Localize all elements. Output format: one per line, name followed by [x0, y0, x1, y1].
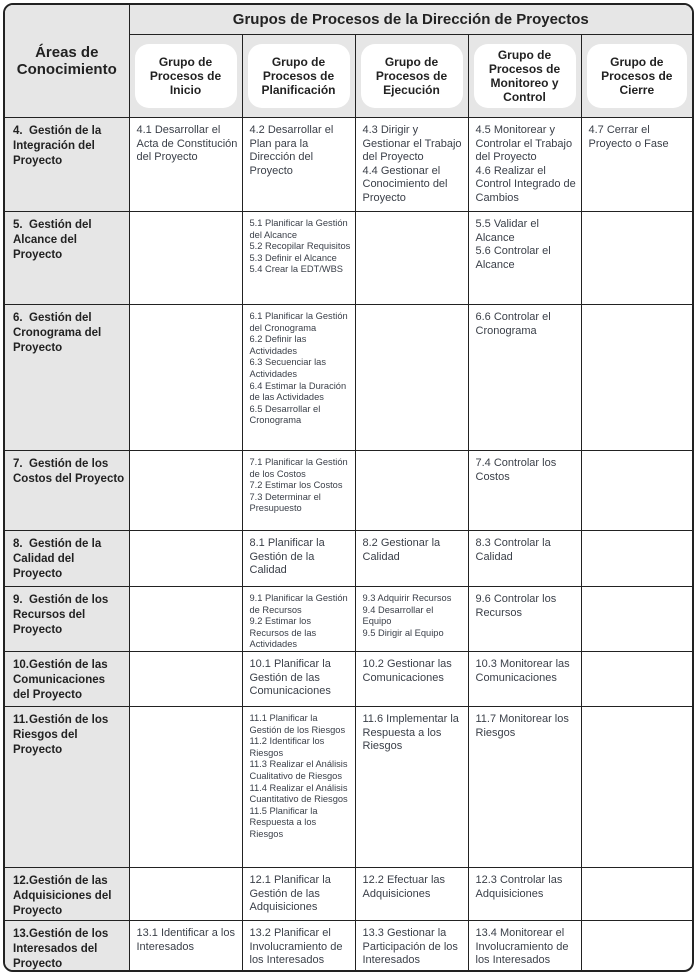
table-row [5, 707, 692, 868]
area-name: Gestión de la Calidad del Proyecto [13, 538, 102, 580]
process-cell [355, 451, 468, 531]
process-cell [129, 305, 242, 451]
process-item: 7.3 Determinar el Presupuesto [249, 491, 321, 514]
group-header-planning [242, 35, 355, 118]
process-item: 6.5 Desarrollar el Cronograma [249, 403, 321, 426]
process-cell [581, 212, 692, 305]
table-row [5, 531, 692, 587]
matrix-body [5, 118, 692, 973]
process-cell [129, 652, 242, 707]
process-matrix-frame [3, 3, 694, 972]
group-header-monitoring [468, 35, 581, 118]
process-item: 11.4 Realizar el Análisis Cuantitativo de Riesgos [249, 782, 348, 805]
area-number: 5. [13, 219, 23, 231]
knowledge-area-cell [5, 451, 129, 531]
process-cell [468, 868, 581, 921]
process-cell [129, 118, 242, 212]
process-item: 9.3 Adquirir Recursos [362, 593, 452, 603]
knowledge-area-cell [5, 707, 129, 868]
process-item: 5.4 Crear la EDT/WBS [249, 264, 344, 275]
table-row [5, 652, 692, 707]
process-cell [129, 921, 242, 973]
process-item: 5.5 Validar el Alcance [475, 218, 539, 244]
process-item: 9.1 Planificar la Gestión de Recursos [249, 593, 348, 615]
process-item: 4.5 Monitorear y Controlar el Trabajo del Proyecto [475, 124, 573, 163]
process-item: 9.2 Estimar los Recursos de las Actividades [249, 616, 317, 650]
process-cell [355, 118, 468, 212]
process-item: 4.7 Cerrar el Proyecto o Fase [588, 124, 669, 150]
process-item: 6.1 Planificar la Gestión del Cronograma [249, 311, 348, 333]
process-cell [581, 305, 692, 451]
process-item: 10.3 Monitorear las Comunicaciones [475, 658, 570, 684]
area-number: 12. [13, 875, 29, 887]
process-cell [355, 531, 468, 587]
process-item: 13.4 Monitorear el Involucramiento de los Interesados [475, 927, 569, 966]
process-item: 9.4 Desarrollar el Equipo [362, 604, 434, 627]
process-cell [355, 305, 468, 451]
area-name: Gestión del Cronograma del Proyecto [13, 312, 102, 354]
process-cell [242, 652, 355, 707]
knowledge-area-cell [5, 531, 129, 587]
process-cell [581, 587, 692, 652]
table-row [5, 868, 692, 921]
knowledge-area-cell [5, 587, 129, 652]
process-cell [129, 451, 242, 531]
group-label: Grupo de Procesos de Cierre [587, 44, 688, 108]
table-row [5, 587, 692, 652]
process-cell [468, 707, 581, 868]
area-number: 8. [13, 538, 23, 550]
process-cell [242, 118, 355, 212]
process-item: 7.1 Planificar la Gestión de los Costos [249, 457, 348, 479]
process-item: 6.2 Definir las Actividades [249, 334, 307, 356]
process-cell [468, 212, 581, 305]
area-number: 4. [13, 125, 23, 137]
process-cell [581, 921, 692, 973]
process-cell [468, 587, 581, 652]
process-item: 11.2 Identificar los Riesgos [249, 736, 325, 758]
process-cell [468, 305, 581, 451]
process-cell [355, 921, 468, 973]
process-cell [242, 587, 355, 652]
process-item: 7.4 Controlar los Costos [475, 457, 557, 483]
process-item: 4.4 Gestionar el Conocimiento del Proyecto [362, 164, 448, 204]
area-number: 10. [13, 659, 29, 671]
group-label: Grupo de Procesos de Inicio [135, 44, 237, 108]
group-header-initiating [129, 35, 242, 118]
process-item: 13.1 Identificar a los Interesados [136, 927, 235, 953]
area-name: Gestión de las Adquisiciones del Proyecto [13, 875, 112, 917]
process-cell [242, 531, 355, 587]
process-cell [242, 305, 355, 451]
process-item: 7.2 Estimar los Costos [249, 480, 343, 491]
area-name: Gestión del Alcance del Proyecto [13, 219, 92, 261]
knowledge-area-cell [5, 212, 129, 305]
knowledge-area-cell [5, 305, 129, 451]
area-name: Gestión de los Interesados del Proyecto [13, 928, 109, 970]
process-item: 5.6 Controlar el Alcance [475, 245, 551, 271]
table-row [5, 921, 692, 973]
area-number: 6. [13, 312, 23, 324]
area-name: Gestión de las Comunicaciones del Proyecto [13, 659, 108, 701]
process-item: 11.5 Planificar la Respuesta a los Riesgos [249, 805, 318, 839]
knowledge-area-cell [5, 118, 129, 212]
table-row [5, 305, 692, 451]
process-item: 12.2 Efectuar las Adquisiciones [362, 874, 446, 900]
process-cell [355, 868, 468, 921]
area-name: Gestión de los Recursos del Proyecto [13, 594, 109, 636]
process-item: 12.1 Planificar la Gestión de las Adquisiciones [249, 874, 331, 913]
process-item: 10.2 Gestionar las Comunicaciones [362, 658, 452, 684]
process-item: 6.6 Controlar el Cronograma [475, 311, 551, 337]
process-cell [468, 118, 581, 212]
process-item: 8.3 Controlar la Calidad [475, 537, 551, 563]
group-header-executing [355, 35, 468, 118]
process-item: 11.7 Monitorear los Riesgos [475, 713, 569, 739]
process-item: 4.1 Desarrollar el Acta de Constitución del Proyecto [136, 124, 238, 163]
process-item: 11.1 Planificar la Gestión de los Riesgos [249, 713, 346, 735]
process-item: 8.2 Gestionar la Calidad [362, 537, 441, 563]
process-cell [581, 868, 692, 921]
process-groups-title: Grupos de Procesos de la Dirección de Proyectos [129, 5, 692, 35]
process-cell [129, 212, 242, 305]
process-cell [581, 531, 692, 587]
area-number: 13. [13, 928, 29, 940]
area-number: 11. [13, 714, 29, 726]
knowledge-area-cell [5, 921, 129, 973]
process-cell [581, 451, 692, 531]
process-item: 8.1 Planificar la Gestión de la Calidad [249, 537, 325, 576]
table-row [5, 451, 692, 531]
table-row [5, 118, 692, 212]
process-cell [581, 707, 692, 868]
area-number: 9. [13, 594, 23, 606]
process-cell [242, 921, 355, 973]
process-item: 4.3 Dirigir y Gestionar el Trabajo del Proyecto [362, 124, 462, 163]
knowledge-area-cell [5, 868, 129, 921]
process-item: 4.2 Desarrollar el Plan para la Dirección del Proyecto [249, 124, 334, 177]
process-item: 11.6 Implementar la Respuesta a los Riesgos [362, 713, 459, 752]
process-item: 13.3 Gestionar la Participación de los Interesados [362, 927, 458, 966]
process-cell [129, 868, 242, 921]
process-cell [242, 868, 355, 921]
group-label: Grupo de Procesos de Monitoreo y Control [474, 44, 576, 108]
area-name: Gestión de la Integración del Proyecto [13, 125, 102, 167]
table-row [5, 212, 692, 305]
process-cell [468, 652, 581, 707]
process-matrix-table [5, 5, 692, 972]
process-cell [242, 707, 355, 868]
process-item: 5.1 Planificar la Gestión del Alcance [249, 218, 348, 240]
knowledge-area-cell [5, 652, 129, 707]
process-item: 5.3 Definir el Alcance [249, 252, 337, 263]
process-cell [581, 118, 692, 212]
process-cell [355, 707, 468, 868]
area-name: Gestión de los Riesgos del Proyecto [13, 714, 109, 756]
process-cell [581, 652, 692, 707]
process-cell [242, 451, 355, 531]
process-item: 13.2 Planificar el Involucramiento de los Interesados [249, 927, 343, 966]
process-item: 6.3 Secuenciar las Actividades [249, 357, 326, 379]
process-cell [468, 451, 581, 531]
process-item: 11.3 Realizar el Análisis Cualitativo de Riesgos [249, 759, 348, 781]
process-item: 6.4 Estimar la Duración de las Actividades [249, 380, 347, 403]
process-cell [129, 707, 242, 868]
group-label: Grupo de Procesos de Ejecución [361, 44, 463, 108]
process-cell [355, 212, 468, 305]
process-item: 5.2 Recopilar Requisitos [249, 241, 351, 252]
process-item: 12.3 Controlar las Adquisiciones [475, 874, 563, 900]
group-label: Grupo de Procesos de Planificación [248, 44, 350, 108]
process-item: 4.6 Realizar el Control Integrado de Cambios [475, 164, 576, 204]
area-name: Gestión de los Costos del Proyecto [13, 458, 125, 485]
process-cell [468, 531, 581, 587]
process-cell [355, 587, 468, 652]
process-item: 10.1 Planificar la Gestión de las Comunicaciones [249, 658, 331, 697]
process-cell [129, 587, 242, 652]
process-item: 9.5 Dirigir al Equipo [362, 627, 444, 638]
area-number: 7. [13, 458, 23, 470]
process-cell [129, 531, 242, 587]
process-cell [468, 921, 581, 973]
process-cell [355, 652, 468, 707]
group-header-closing [581, 35, 692, 118]
process-item: 9.6 Controlar los Recursos [475, 593, 557, 619]
knowledge-areas-header: Áreas de Conocimiento [5, 5, 129, 118]
process-cell [242, 212, 355, 305]
